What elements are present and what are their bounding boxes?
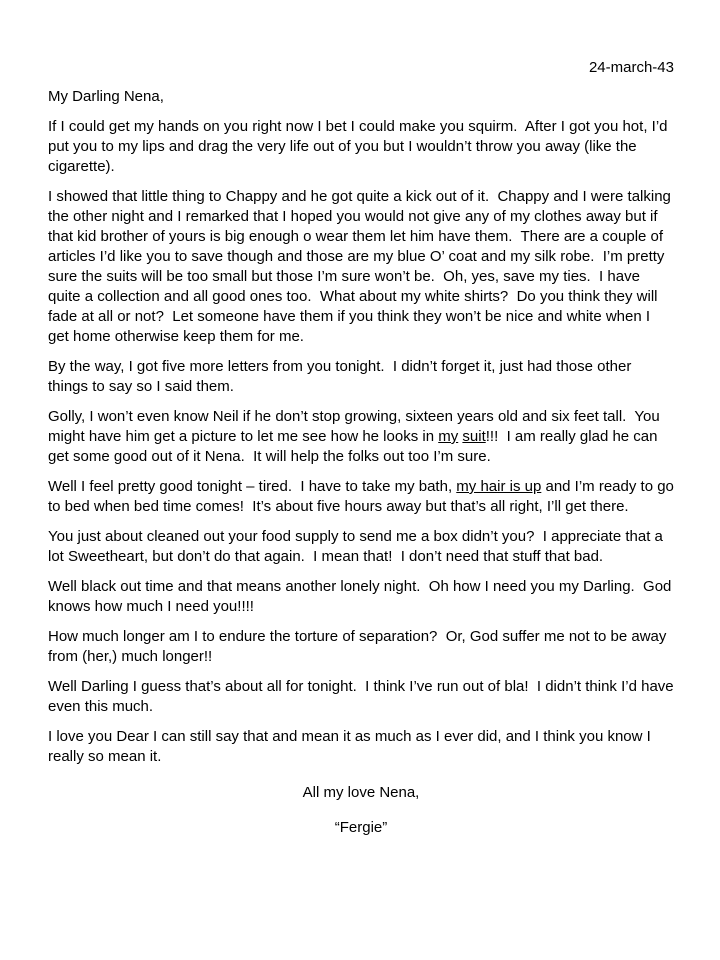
closing: All my love Nena,	[302, 784, 420, 801]
letter-paragraph	[48, 407, 674, 467]
underlined-text: my hair is up	[456, 478, 542, 495]
underlined-text: suit	[462, 428, 486, 445]
letter-paragraph	[48, 477, 679, 517]
letter-paragraph	[48, 677, 678, 717]
letter-date: 24-march-43	[588, 59, 674, 76]
paragraph-text: Golly, I won’t even know Neil if he don’t stop growing, sixteen years old and six feet tall. You might have him get a picture to let me see how he looks in	[48, 408, 664, 445]
letter-paragraph	[48, 577, 674, 617]
letter-paragraph	[48, 117, 674, 177]
signature: “Fergie”	[334, 819, 388, 836]
letter-paragraph	[48, 527, 674, 567]
paragraph-text: Well Darling I guess that’s about all for tonight. I think I’ve run out of bla! I didn’t think I’d have even this much.	[48, 678, 678, 715]
paragraph-text: You just about cleaned out your food supply to send me a box didn’t you? I appreciate that a lot Sweetheart, but don’t do that again. I mean that! I don’t need that stuff that bad.	[48, 528, 668, 565]
underlined-text: my	[438, 428, 459, 445]
salutation: My Darling Nena,	[48, 88, 164, 105]
paragraph-text: and I’m ready to go to bed when bed time comes! It’s about five hours away but that’s all right, I’ll get there.	[48, 478, 679, 515]
paragraph-text: I love you Dear I can still say that and mean it as much as I ever did, and I think you know I really so mean it.	[48, 728, 655, 765]
paragraph-text: !!! I am really glad he can get some good out of it Nena. It will help the folks out too I’m sure.	[48, 428, 662, 465]
letter-paragraph	[48, 627, 674, 667]
paragraph-text: Well black out time and that means another lonely night. Oh how I need you my Darling. God knows how much I need you!!!!	[48, 578, 676, 615]
paragraph-text: I showed that little thing to Chappy and he got quite a kick out of it. Chappy and I were talking the other night and I remarked that I hoped you would not give any of my clothes away but if that kid brother of yours is big enough o wear them let him have them. There are a couple of articles I’d like you to save though and those are my blue O’ coat and my silk robe. I’m pretty sure the suits will be too small but those I’m sure won’t be. Oh, yes, save my ties. I have quite a collection and all good ones too. What about my white shirts? Do you think they will fade at all or not? Let someone have them if you think they won’t be nice and white when I get home otherwise keep them for me.	[48, 188, 676, 345]
letter-body	[48, 117, 679, 767]
paragraph-text: If I could get my hands on you right now I bet I could make you squirm. After I got you hot, I’d put you to my lips and drag the very life out of you but I wouldn’t throw you away (like the cigarette).	[48, 118, 672, 175]
letter-paragraph	[48, 727, 674, 767]
paragraph-text: How much longer am I to endure the torture of separation? Or, God suffer me not to be away from (her,) much longer!!	[48, 628, 671, 665]
letter-paragraph	[48, 357, 674, 397]
paragraph-text: Well I feel pretty good tonight – tired. I have to take my bath,	[48, 478, 457, 495]
letter-paragraph	[48, 187, 674, 347]
paragraph-text: By the way, I got five more letters from you tonight. I didn’t forget it, just had those other things to say so I said them.	[48, 358, 636, 395]
